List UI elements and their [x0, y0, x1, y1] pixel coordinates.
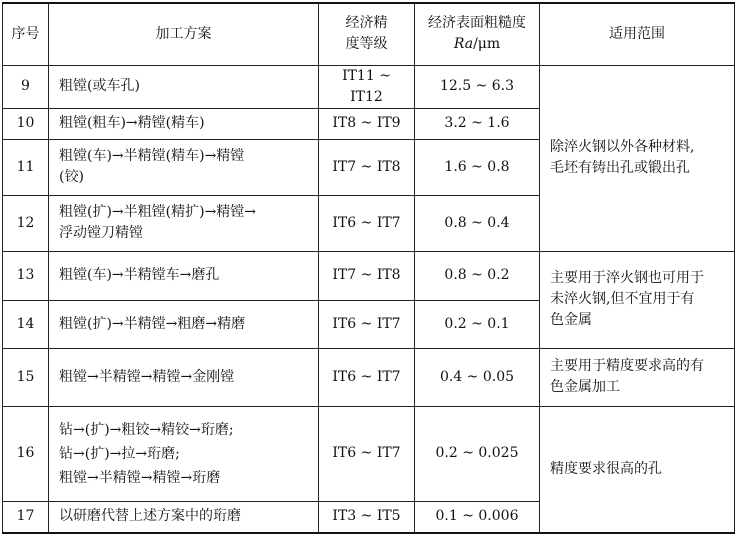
row-no: 9	[3, 65, 49, 108]
row-grade: IT11 ~ IT12	[319, 65, 415, 108]
scope-cell-general: 除淬火钢以外各种材料, 毛坯有铸出孔或锻出孔	[540, 65, 735, 251]
row-grade: IT7 ~ IT8	[319, 139, 415, 195]
header-plan: 加工方案	[49, 3, 319, 65]
row-plan: 粗镗→半精镗→精镗→金刚镗	[49, 348, 319, 406]
row-grade: IT7 ~ IT8	[319, 251, 415, 300]
scope-cell-nonferrous: 主要用于精度要求高的有 色金属加工	[540, 348, 735, 406]
row-no: 11	[3, 139, 49, 195]
row-roughness: 1.6 ~ 0.8	[415, 139, 540, 195]
header-grade	[319, 3, 415, 65]
row-plan: 粗镗(扩)→半粗镗(精扩)→精镗→ 浮动镗刀精镗	[49, 195, 319, 251]
row-grade: IT3 ~ IT5	[319, 501, 415, 533]
row-plan: 粗镗(车)→半精镗车→磨孔	[49, 251, 319, 300]
header-grade-line1: 经济精	[345, 15, 388, 32]
row-grade: IT8 ~ IT9	[319, 108, 415, 139]
header-roughness-line2	[421, 34, 533, 55]
header-roughness	[415, 3, 540, 65]
row-plan: 钻→(扩)→粗铰→精铰→珩磨; 钻→(扩)→拉→珩磨; 粗镗→半精镗→精镗→珩磨	[49, 406, 319, 501]
table-row	[3, 406, 735, 501]
row-no: 17	[3, 501, 49, 533]
row-roughness: 0.8 ~ 0.2	[415, 251, 540, 300]
row-roughness: 0.2 ~ 0.025	[415, 406, 540, 501]
header-row	[3, 3, 735, 65]
scope-cell-hardened-steel: 主要用于淬火钢也可用于 未淬火钢,但不宜用于有 色金属	[540, 251, 735, 348]
header-scope: 适用范围	[540, 3, 735, 65]
scope-cell-high-precision: 精度要求很高的孔	[540, 406, 735, 533]
row-plan: 粗镗(扩)→半精镗→粗磨→精磨	[49, 300, 319, 348]
row-plan: 粗镗(粗车)→精镗(精车)	[49, 108, 319, 139]
row-no: 16	[3, 406, 49, 501]
table-row	[3, 65, 735, 108]
row-roughness: 0.4 ~ 0.05	[415, 348, 540, 406]
table-row	[3, 348, 735, 406]
header-no: 序号	[3, 3, 49, 65]
row-no: 14	[3, 300, 49, 348]
row-roughness: 0.1 ~ 0.006	[415, 501, 540, 533]
row-plan: 粗镗(车)→半精镗(精车)→精镗 (铰)	[49, 139, 319, 195]
header-roughness-unit: /μm	[473, 36, 501, 53]
row-no: 12	[3, 195, 49, 251]
row-plan: 粗镗(或车孔)	[49, 65, 319, 108]
row-roughness: 0.2 ~ 0.1	[415, 300, 540, 348]
row-grade: IT6 ~ IT7	[319, 300, 415, 348]
row-grade: IT6 ~ IT7	[319, 348, 415, 406]
machining-table	[2, 2, 735, 534]
row-plan: 以研磨代替上述方案中的珩磨	[49, 501, 319, 533]
row-no: 13	[3, 251, 49, 300]
row-no: 15	[3, 348, 49, 406]
header-roughness-symbol: Ra	[453, 36, 474, 53]
table-row	[3, 251, 735, 300]
row-grade: IT6 ~ IT7	[319, 195, 415, 251]
header-grade-line2: 度等级	[345, 36, 388, 53]
row-roughness: 3.2 ~ 1.6	[415, 108, 540, 139]
header-roughness-line1: 经济表面粗糙度	[428, 15, 526, 32]
row-no: 10	[3, 108, 49, 139]
row-roughness: 0.8 ~ 0.4	[415, 195, 540, 251]
row-grade: IT6 ~ IT7	[319, 406, 415, 501]
row-roughness: 12.5 ~ 6.3	[415, 65, 540, 108]
